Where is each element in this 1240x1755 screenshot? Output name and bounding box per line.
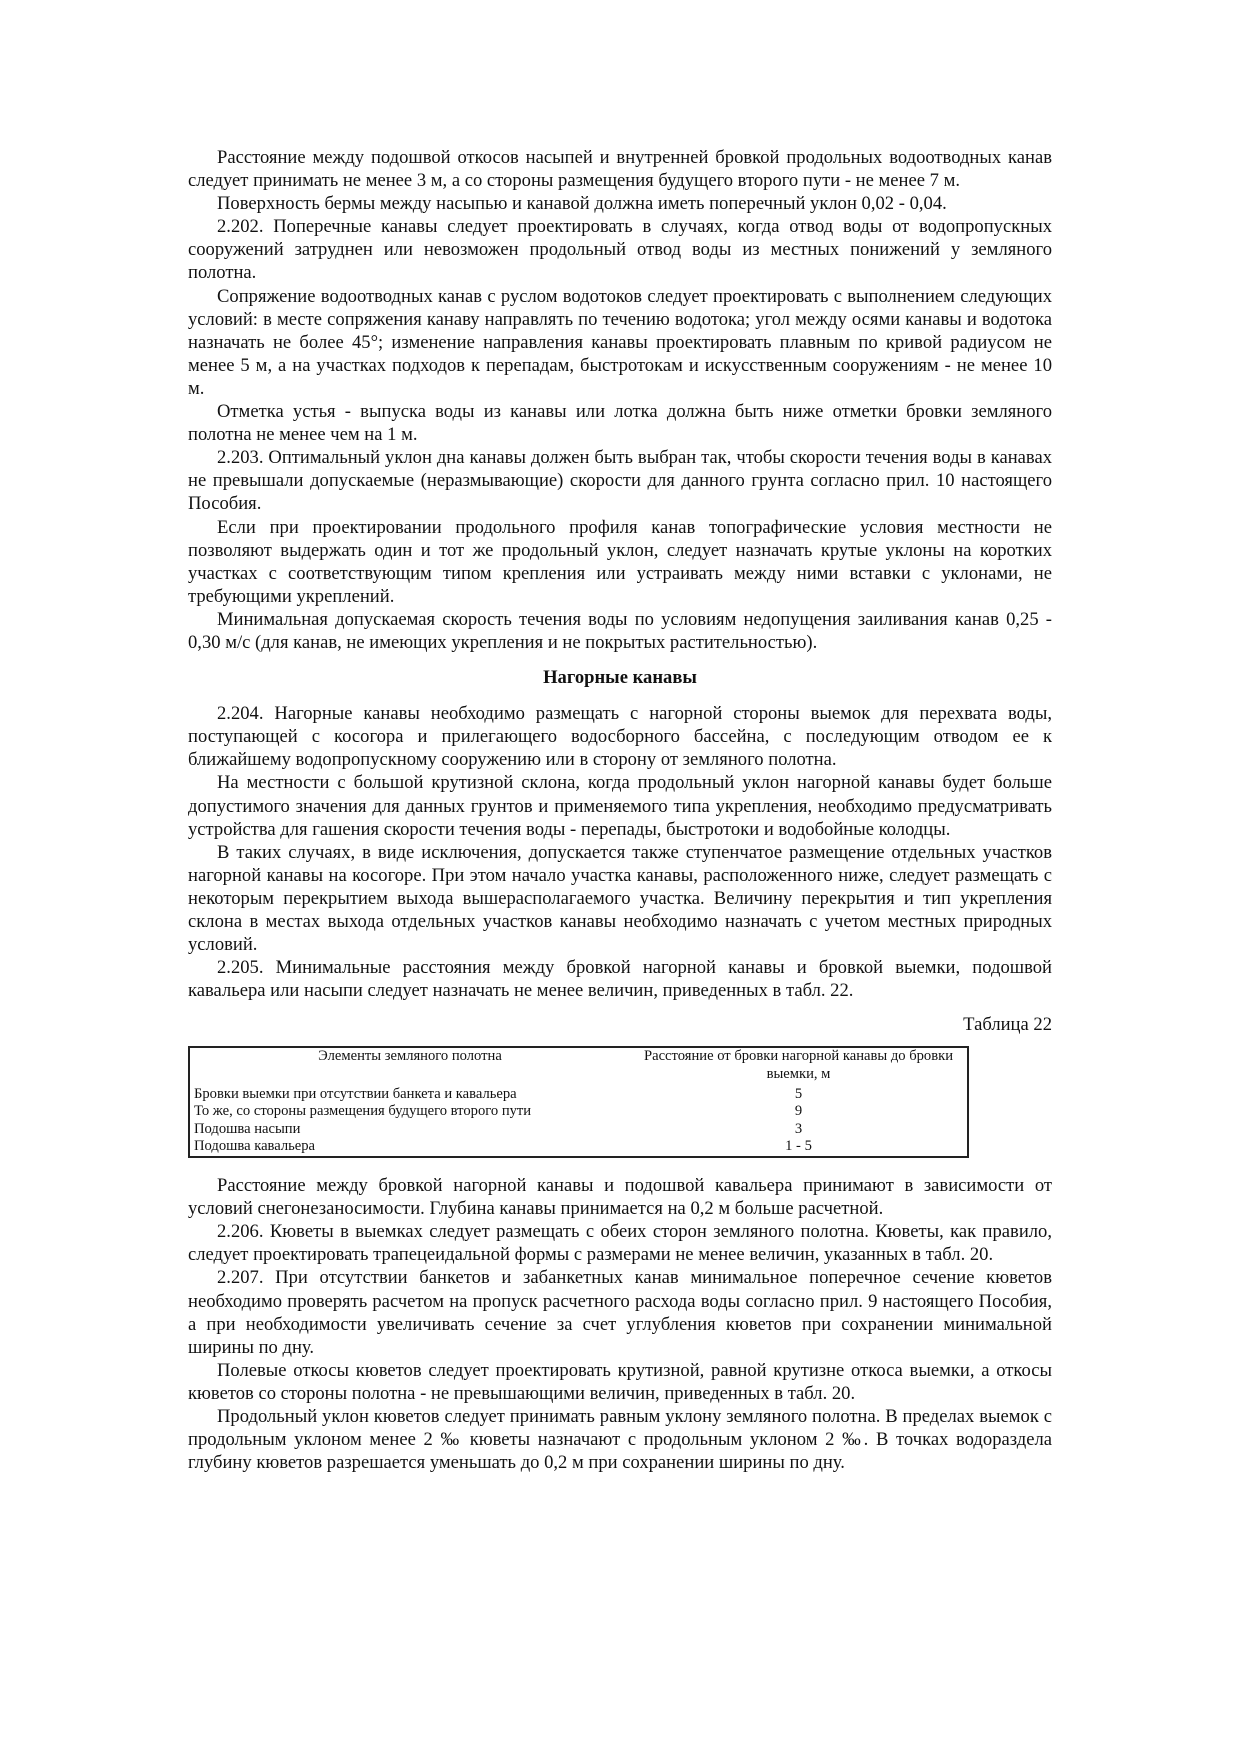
table-cell: 1 - 5 <box>785 1138 812 1155</box>
paragraph: 2.205. Минимальные расстояния между бровкой нагорной канавы и бровкой выемки, подошвой кавальера или насыпи следует назначать не менее величин, приведенных в табл. 22. <box>188 957 1052 1002</box>
table-header-cell: Расстояние от бровки нагорной канавы до бровки выемки, м <box>643 1048 954 1083</box>
paragraph: Полевые откосы кюветов следует проектировать крутизной, равной крутизне откоса выемки, а откосы кюветов со стороны полотна - не превышающими величин, приведенных в табл. 20. <box>188 1359 1052 1404</box>
paragraph: Минимальная допускаемая скорость течения воды по условиям недопущения заиливания канав 0,25 - 0,30 м/с (для канав, не имеющих укрепления и не покрытых растительностью). <box>188 608 1052 653</box>
table-header-cell: Элементы земляного полотна <box>318 1048 502 1065</box>
paragraph: Если при проектировании продольного профиля канав топографические условия местности не позволяют выдержать один и тот же продольный уклон, следует назначать крутые уклоны на коротких участках с соответствующим типом крепления или устраивать между ними вставки с уклонами, не требующими укреплений. <box>188 516 1052 607</box>
table-row <box>189 1086 968 1104</box>
document-page <box>188 146 1052 1474</box>
paragraph: 2.207. При отсутствии банкетов и забанкетных канав минимальное поперечное сечение кюветов необходимо проверять расчетом на пропуск расчетного расхода воды согласно прил. 9 настоящего Пособия, а при необходимости увеличивать сечение за счет углубления кюветов при сохранении минимальной ширины по дну. <box>188 1267 1052 1358</box>
table-cell: 9 <box>794 1103 803 1120</box>
table-row <box>189 1103 968 1121</box>
paragraph: Расстояние между подошвой откосов насыпей и внутренней бровкой продольных водоотводных канав следует принимать не менее 3 м, а со стороны размещения будущего второго пути - не менее 7 м. <box>188 147 1052 192</box>
paragraph: Поверхность бермы между насыпью и канавой должна иметь поперечный уклон 0,02 - 0,04. <box>217 193 947 215</box>
table-header-row <box>189 1047 968 1085</box>
paragraph: Отметка устья - выпуска воды из канавы или лотка должна быть ниже отметки бровки земляного полотна не менее чем на 1 м. <box>188 401 1052 446</box>
paragraph: Сопряжение водоотводных канав с руслом водотоков следует проектировать с выполнением следующих условий: в месте сопряжения канаву направлять по течению водотока; угол между осями канавы и водотока назначать не более 45°; изменение направления канавы проектировать плавным по кривой радиусом не менее 5 м, а на участках подходов к перепадам, быстротокам и искусственным сооружениям - не менее 10 м. <box>188 285 1052 399</box>
table-cell: Подошва кавальера <box>194 1138 316 1155</box>
table-caption: Таблица 22 <box>963 1014 1052 1036</box>
table-row <box>189 1121 968 1139</box>
table-cell: Бровки выемки при отсутствии банкета и кавальера <box>194 1085 517 1102</box>
section-heading: Нагорные канавы <box>543 667 697 689</box>
paragraph: Расстояние между бровкой нагорной канавы и подошвой кавальера принимают в зависимости от условий снегонезаносимости. Глубина канавы принимается на 0,2 м больше расчетной. <box>188 1175 1052 1220</box>
paragraph: 2.204. Нагорные канавы необходимо размещать с нагорной стороны выемок для перехвата воды, поступающей с косогора и прилегающего водосборного бассейна, с последующим отводом ее к ближайшему водопропускному сооружению или в сторону от земляного полотна. <box>188 703 1052 771</box>
paragraph: Продольный уклон кюветов следует принимать равным уклону земляного полотна. В пределах выемок с продольным уклоном менее 2 ‰ кюветы назначают с продольным уклоном 2 ‰. В точках водораздела глубину кюветов разрешается уменьшать до 0,2 м при сохранении ширины по дну. <box>188 1405 1052 1474</box>
paragraph: 2.202. Поперечные канавы следует проектировать в случаях, когда отвод воды от водопропускных сооружений затруднен или невозможен продольный отвод воды из местных понижений у земляного полотна. <box>188 216 1052 284</box>
paragraph: В таких случаях, в виде исключения, допускается также ступенчатое размещение отдельных участков нагорной канавы на косогоре. При этом начало участка канавы, расположенного ниже, следует размещать с некоторым перекрытием выхода вышерасполагаемого участка. Величину перекрытия и тип укрепления склона в местах выхода отдельных участков канавы необходимо назначать с учетом местных природных условий. <box>188 841 1052 956</box>
paragraph: На местности с большой крутизной склона, когда продольный уклон нагорной канавы будет больше допустимого значения для данных грунтов и применяемого типа укрепления, необходимо предусматривать устройства для гашения скорости течения воды - перепады, быстротоки и водобойные колодцы. <box>188 772 1052 840</box>
distance-table <box>188 1046 969 1158</box>
table-cell: То же, со стороны размещения будущего второго пути <box>194 1103 532 1120</box>
paragraph: 2.203. Оптимальный уклон дна канавы должен быть выбран так, чтобы скорости течения воды в канавах не превышали допускаемые (неразмывающие) скорости для данного грунта согласно прил. 10 настоящего Пособия. <box>188 447 1052 515</box>
table-row <box>189 1138 968 1157</box>
table-cell: 3 <box>794 1120 803 1137</box>
paragraph: 2.206. Кюветы в выемках следует размещать с обеих сторон земляного полотна. Кюветы, как правило, следует проектировать трапецеидальной формы с размерами не менее величин, указанных в табл. 20. <box>188 1221 1052 1266</box>
table-cell: Подошва насыпи <box>194 1120 301 1137</box>
table-cell: 5 <box>794 1085 803 1102</box>
